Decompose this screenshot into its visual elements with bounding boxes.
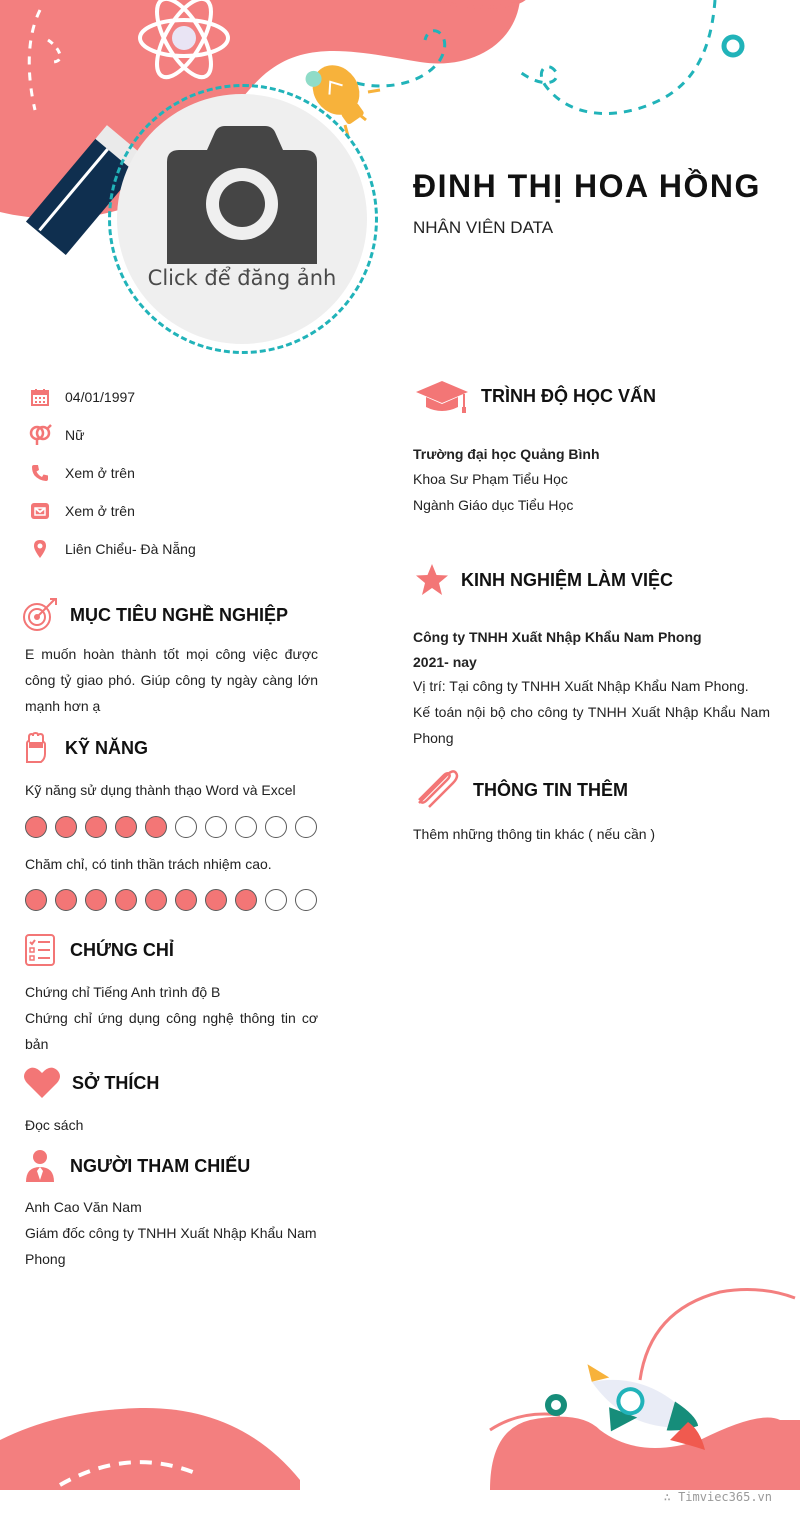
- rating-dot-filled: [145, 889, 167, 911]
- references-heading: [20, 1146, 250, 1186]
- experience-title: KINH NGHIỆM LÀM VIỆC: [461, 569, 674, 590]
- rating-dot-filled: [85, 889, 107, 911]
- contact-email: [28, 499, 328, 523]
- hobbies-text: Đọc sách: [25, 1117, 84, 1133]
- skill-2-rating: [25, 889, 317, 911]
- contact-gender: [28, 423, 328, 447]
- education-faculty: Khoa Sư Phạm Tiểu Học: [413, 471, 568, 487]
- phone-icon: [28, 461, 52, 485]
- hobbies-heading: [22, 1063, 159, 1103]
- graduation-cap-icon: [413, 376, 471, 416]
- objective-title: MỤC TIÊU NGHỀ NGHIỆP: [70, 604, 289, 625]
- experience-period: 2021- nay: [413, 654, 477, 670]
- rating-dot-filled: [175, 889, 197, 911]
- job-title: NHÂN VIÊN DATA: [413, 218, 554, 237]
- education-heading: [413, 376, 656, 416]
- bottom-decoration: [0, 1280, 800, 1513]
- rating-dot-filled: [115, 889, 137, 911]
- certificate-2: Chứng chỉ ứng dụng công nghệ thông tin cơ bản: [25, 1010, 318, 1052]
- rating-dot-empty: [295, 816, 317, 838]
- candidate-name: ĐINH THỊ HOA HỒNG: [413, 168, 761, 204]
- watermark: ∴ Timviec365.vn: [663, 1490, 772, 1504]
- skill-1-rating: [25, 816, 317, 838]
- phone-value: Xem ở trên: [65, 465, 135, 481]
- objective-text: E muốn hoàn thành tốt mọi công việc được công tỷ giao phó. Giúp công ty ngày càng lớn mạnh hơn ạ: [25, 646, 318, 714]
- contact-address: [28, 537, 328, 561]
- target-icon: [20, 595, 60, 635]
- reference-name: Anh Cao Văn Nam: [25, 1199, 142, 1215]
- experience-company: Công ty TNHH Xuất Nhập Khẩu Nam Phong: [413, 629, 702, 645]
- experience-heading: [413, 560, 673, 600]
- location-pin-icon: [28, 537, 52, 561]
- experience-line-1: Vị trí: Tại công ty TNHH Xuất Nhập Khẩu Nam Phong.: [413, 678, 749, 694]
- more-info-heading: [413, 770, 628, 810]
- paperclip-icon: [413, 770, 463, 810]
- photo-upload-label: Click để đăng ảnh: [147, 266, 337, 290]
- rating-dot-filled: [25, 889, 47, 911]
- rating-dot-filled: [115, 816, 137, 838]
- birthday-value: 04/01/1997: [65, 389, 136, 405]
- skill-1-name: Kỹ năng sử dụng thành thạo Word và Excel: [25, 782, 296, 798]
- rating-dot-empty: [295, 889, 317, 911]
- checklist-icon: [20, 930, 60, 970]
- gender-value: Nữ: [65, 427, 85, 443]
- rating-dot-empty: [175, 816, 197, 838]
- hand-icon: [15, 728, 55, 768]
- more-info-text: Thêm những thông tin khác ( nếu cần ): [413, 826, 656, 842]
- certificates-title: CHỨNG CHỈ: [70, 939, 174, 960]
- objective-heading: [20, 595, 288, 635]
- rating-dot-filled: [25, 816, 47, 838]
- address-value: Liên Chiểu- Đà Nẵng: [65, 541, 196, 557]
- rating-dot-empty: [265, 889, 287, 911]
- reference-position: Giám đốc công ty TNHH Xuất Nhập Khẩu Nam Phong: [25, 1225, 317, 1267]
- rating-dot-filled: [85, 816, 107, 838]
- heart-icon: [22, 1063, 62, 1103]
- certificates-heading: [20, 930, 174, 970]
- person-icon: [20, 1146, 60, 1186]
- gender-icon: [28, 423, 52, 447]
- experience-line-2: Kế toán nội bộ cho công ty TNHH Xuất Nhập Khẩu Nam Phong: [413, 704, 770, 746]
- rating-dot-filled: [55, 889, 77, 911]
- rating-dot-empty: [235, 816, 257, 838]
- calendar-icon: [28, 385, 52, 409]
- camera-icon: [117, 94, 367, 264]
- email-value: Xem ở trên: [65, 503, 135, 519]
- education-title: TRÌNH ĐỘ HỌC VẤN: [481, 385, 656, 406]
- rating-dot-empty: [265, 816, 287, 838]
- rating-dot-filled: [145, 816, 167, 838]
- rating-dot-empty: [205, 816, 227, 838]
- contact-birthday: [28, 385, 328, 409]
- email-icon: [28, 499, 52, 523]
- hobbies-title: SỞ THÍCH: [72, 1072, 160, 1093]
- skills-title: KỸ NĂNG: [65, 737, 149, 758]
- references-title: NGƯỜI THAM CHIẾU: [70, 1155, 251, 1176]
- certificate-1: Chứng chỉ Tiếng Anh trình độ B: [25, 984, 221, 1000]
- rating-dot-filled: [55, 816, 77, 838]
- skill-2-name: Chăm chỉ, có tinh thần trách nhiệm cao.: [25, 856, 272, 872]
- more-info-title: THÔNG TIN THÊM: [473, 779, 628, 800]
- education-major: Ngành Giáo dục Tiểu Học: [413, 497, 574, 513]
- rating-dot-filled: [205, 889, 227, 911]
- education-school: Trường đại học Quảng Bình: [413, 446, 600, 462]
- skills-heading: [15, 728, 148, 768]
- star-icon: [413, 560, 451, 600]
- photo-upload-button[interactable]: [117, 94, 367, 344]
- rating-dot-filled: [235, 889, 257, 911]
- contact-phone: [28, 461, 328, 485]
